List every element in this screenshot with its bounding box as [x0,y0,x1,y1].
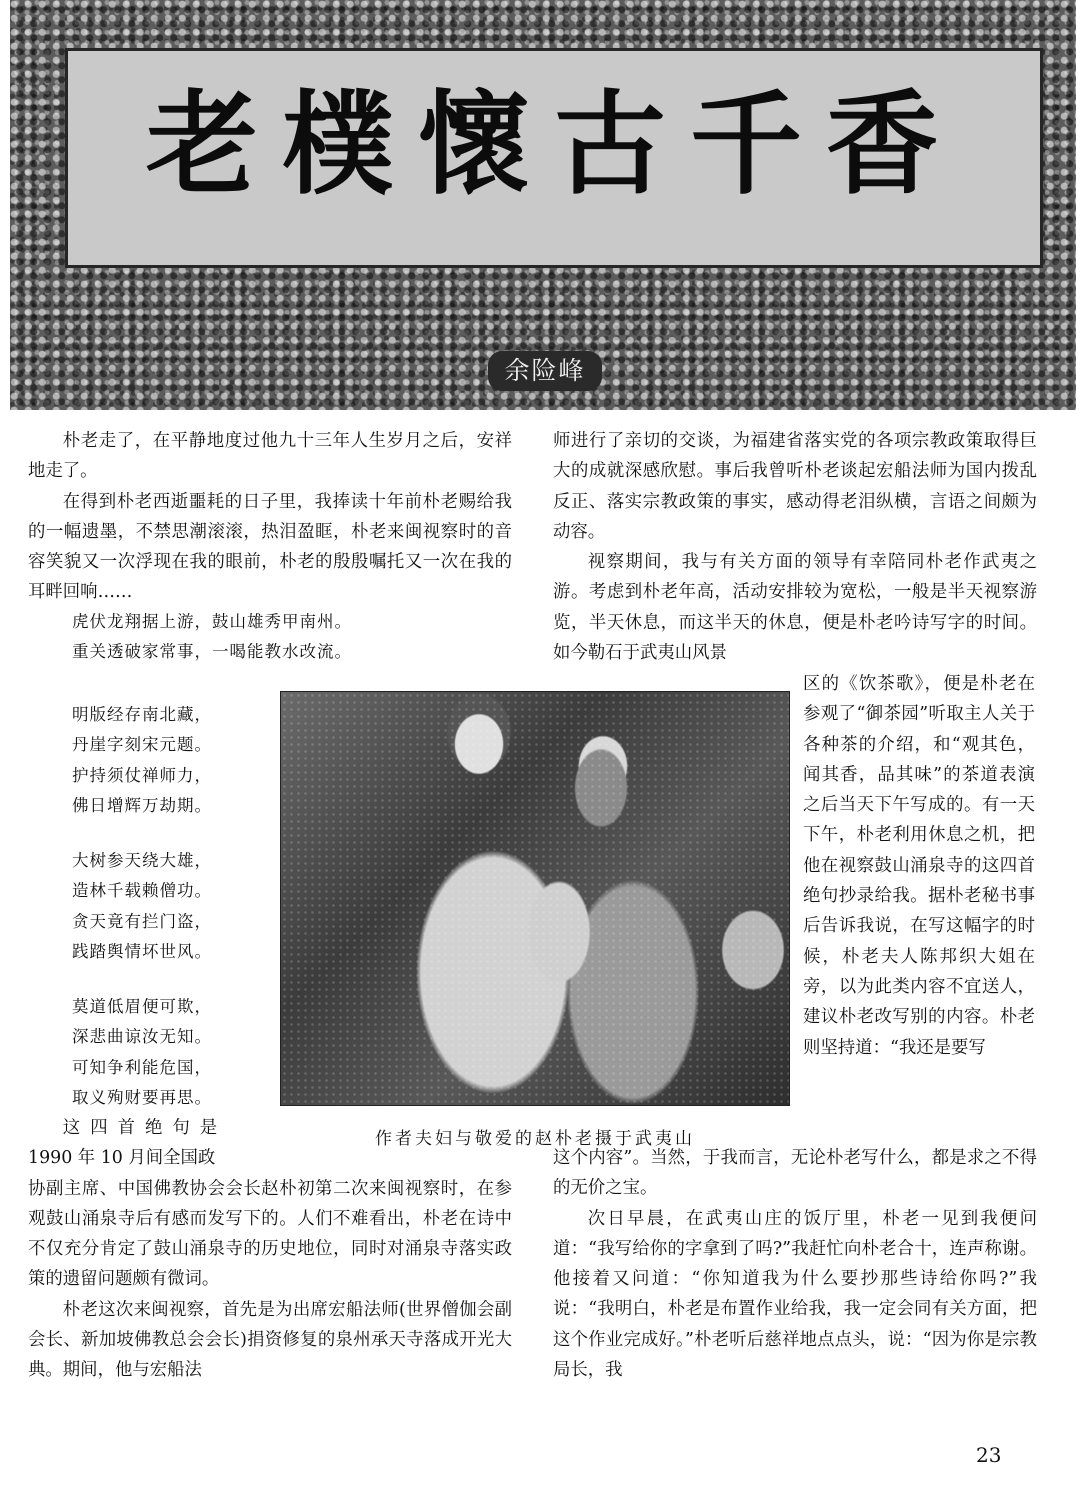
verse-line: 取义殉财要再思。 [72,1088,212,1108]
paragraph: 次日早晨，在武夷山庄的饭厅里，朴老一见到我便问道：“我写给你的字拿到了吗?”我赶忙向朴老合十，连声称谢。他接着又问道：“你知道我为什么要抄那些诗给你吗?”我说：“我明白，朴老是布置作业给我，我一定会同有关方面，把这个作业完成好。”朴老听后慈祥地点点头，说：“因为你是宗教局长，我 [553,1208,1037,1381]
calligraphy-title-panel [65,48,1043,268]
title-banner [10,0,1076,410]
paragraph: 区的《饮茶歌》，便是朴老在参观了“御茶园”听取主人关于各种茶的介绍，和“观其色，闻其香，品其味”的茶道表演之后当天下午写成的。有一天下午，朴老利用休息之机，把他在视察鼓山涌泉寺的这四首绝句抄录给我。据朴老秘书事后告诉我说，在写这幅字的时候，朴老夫人陈邦织大姐在旁，以为此类内容不宜送人，建议朴老改写别的内容。朴老则坚持道：“我还是要写 [803,674,1035,1058]
right-narrow-column [803,669,1035,1063]
right-column-bottom [553,1143,1037,1385]
text-line-1: 这四首绝句是 [62,1118,228,1138]
page-number: 23 [976,1443,1002,1467]
paragraph: 师进行了亲切的交谈，为福建省落实党的各项宗教政策取得巨大的成就深感欣慰。事后我曾听朴老谈起宏船法师为国内拨乱反正、落实宗教政策的事实，感动得老泪纵横，言语之间颇为动容。 [553,431,1037,542]
verse-line: 造林千载赖僧功。 [72,881,212,901]
photo-caption: 作者夫妇与敬爱的赵朴老摄于武夷山 [375,1129,695,1149]
verse-line: 大树参天绕大雄， [72,851,212,870]
verse-line: 佛日增辉万劫期。 [72,796,212,816]
verse-line: 践踏舆情坏世风。 [72,942,212,962]
verse-line: 丹崖字刻宋元题。 [72,735,212,755]
paragraph: 在得到朴老西逝噩耗的日子里，我捧读十年前朴老赐给我的一幅遗墨，不禁思潮滚滚，热泪盈眶，朴老来闽视察时的音容笑貌又一次浮现在我的眼前，朴老的殷殷嘱托又一次在我的耳畔回响…… [28,491,512,603]
verse-line: 虎伏龙翔据上游，鼓山雄秀甲南州。 [72,612,352,631]
verse-line: 明版经存南北藏， [72,705,212,724]
verse-quatrain-2 [72,846,212,968]
author-name: 余险峰 [488,351,602,391]
paragraph: 朴老这次来闽视察，首先是为出席宏船法师(世界僧伽会副会长、新加坡佛教总会会长)捐资修复的泉州承天寺落成开光大典。期间，他与宏船法 [28,1299,512,1381]
verse-line: 贪天竟有拦门盗， [72,911,212,931]
verse-line: 重关透破家常事，一喝能教水改流。 [72,642,352,662]
left-column-top [28,426,512,608]
paragraph: 这个内容”。当然，于我而言，无论朴老写什么，都是求之不得的无价之宝。 [553,1148,1037,1199]
text-line: 1990 年 10 月间全国政 [28,1148,216,1169]
calligraphy-title: 老樸懷古千香 [146,79,962,210]
paragraph: 朴老走了，在平静地度过他九十三年人生岁月之后，安祥地走了。 [28,431,512,482]
verse-line: 莫道低眉便可欺， [72,997,212,1016]
photo [280,691,790,1106]
verse-couplet [72,607,352,668]
paragraph: 协副主席、中国佛教协会会长赵朴初第二次来闽视察时，在参观鼓山涌泉寺后有感而发写下的。人们不难看出，朴老在诗中不仅充分肯定了鼓山涌泉寺的历史地位，同时对涌泉寺落实政策的遗留问题颇有微词。 [28,1178,512,1290]
verse-quatrain-1 [72,700,212,822]
verse-line: 可知争利能危国， [72,1057,212,1077]
verse-line: 护持须仗禅师力， [72,765,212,785]
photo-grain [281,692,789,1105]
paragraph: 视察期间，我与有关方面的领导有幸陪同朴老作武夷之游。考虑到朴老年高，活动安排较为宽松，一般是半天视察游览，半天休息，而这半天的休息，便是朴老吟诗写字的时间。如今勒石于武夷山风景 [553,552,1037,664]
right-column-top [553,426,1037,668]
verse-quatrain-3 [72,992,212,1114]
left-column-bottom [28,1113,512,1386]
verse-line: 深悲曲谅汝无知。 [72,1027,212,1047]
